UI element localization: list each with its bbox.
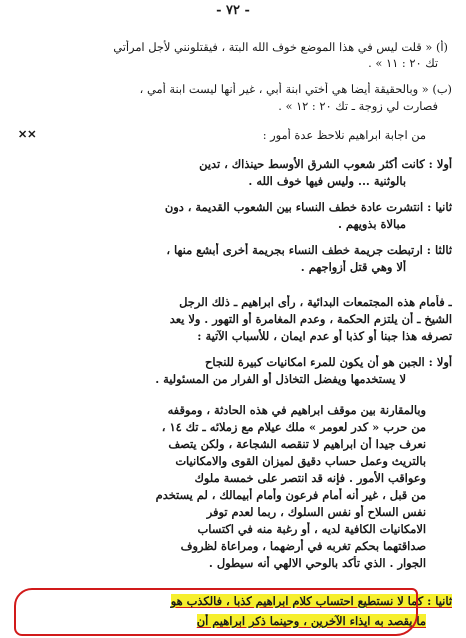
text-line: الجوار . الذي تأكد بالوحي الالهي أنه سيطول . <box>208 556 426 570</box>
text-line: تصرفه هذا جبنا أو كذبا أو عدم ايمان ، للأسباب الآتية : <box>197 329 452 343</box>
text-line-highlighted: ما يقصد به ايذاء الآخرين ، وحينما ذكر ابراهيم أن <box>196 614 426 628</box>
text-line: فصارت لي زوجة ـ تك ٢٠ : ١٢ » . <box>278 99 438 113</box>
text-line: الشيخ ـ أن يلتزم الحكمة ، وعدم المغامرة أو التهور . ولا يعد <box>169 312 452 326</box>
text-line: من حرب « كدر لعومر » ملك عيلام مع زملائه ـ تك ١٤ ، <box>161 420 426 434</box>
text-line: أولا : الجبن هو أن يكون للمرء امكانيات كبيرة للنجاح <box>205 355 452 369</box>
text-line-highlighted: ثانيا : كما لا نستطيع احتساب كلام ابراهيم كذبا ، فالكذب هو <box>170 594 452 608</box>
text-line: ـ فأمام هذه المجتمعات البدائية ، رأى ابراهيم ـ ذلك الرجل <box>179 295 452 309</box>
text-line: (أ) « قلت ليس في هذا الموضع خوف الله البتة ، فيقتلونني لأجل امرأتي <box>113 40 448 54</box>
text-line: ثانيا : انتشرت عادة خطف النساء بين الشعوب القديمة ، دون <box>164 200 452 214</box>
text-line: بالتريث وعمل حساب دقيق لميزان القوى والامكانيات <box>175 454 426 468</box>
text-line: وعواقب الأمور . فإنه قد انتصر على خمسة ملوك <box>194 471 426 485</box>
text-line: أولا : كانت أكثر شعوب الشرق الأوسط حينذاك ، تدين <box>199 157 452 171</box>
text-line: ألا وهي قتل أزواجهم . <box>300 260 406 274</box>
cross-marks: ✕✕ <box>18 128 37 141</box>
text-line: تك ٢٠ : ١١ » . <box>368 56 438 70</box>
text-line: من اجابة ابراهيم نلاحظ عدة أمور : <box>262 128 426 142</box>
text-line: صداقتهما بحكم تغربه في أرضهما ، ومراعاة لظروف <box>180 539 426 553</box>
text-line: (ب) « وبالحقيقة أيضا هي أختي ابنة أبي ، غير أنها ليست ابنة أمي ، <box>139 82 452 96</box>
text-line: نفس السلاح أو نفس السلوك ، ربما لعدم توفر <box>206 505 426 519</box>
text-line: الامكانيات الكافية لديه ، أو رغبة منه في اكتساب <box>197 522 426 536</box>
text-line: بالوثنية ... وليس فيها خوف الله . <box>248 174 406 188</box>
text-line: لا يستخدمها ويفضل التخاذل أو الفرار من المسئولية . <box>155 372 406 386</box>
text-line: نعرف جيدا أن ابراهيم لا تنقصه الشجاعة ، ولكن يتصف <box>168 437 426 451</box>
text-line: ثالثا : ارتبطت جريمة خطف النساء بجريمة أخرى أبشع منها ، <box>166 243 452 257</box>
text-line: من قبل ، غير أنه أمام فرعون وأمام أبيمالك ، لم يستخدم <box>155 488 426 502</box>
text-line: وبالمقارنة بين موقف ابراهيم في هذه الحادثة ، وموقفه <box>167 403 426 417</box>
text-line: مبالاة بذويهم . <box>337 217 406 231</box>
page-number: - ٧٢ - <box>216 4 250 18</box>
